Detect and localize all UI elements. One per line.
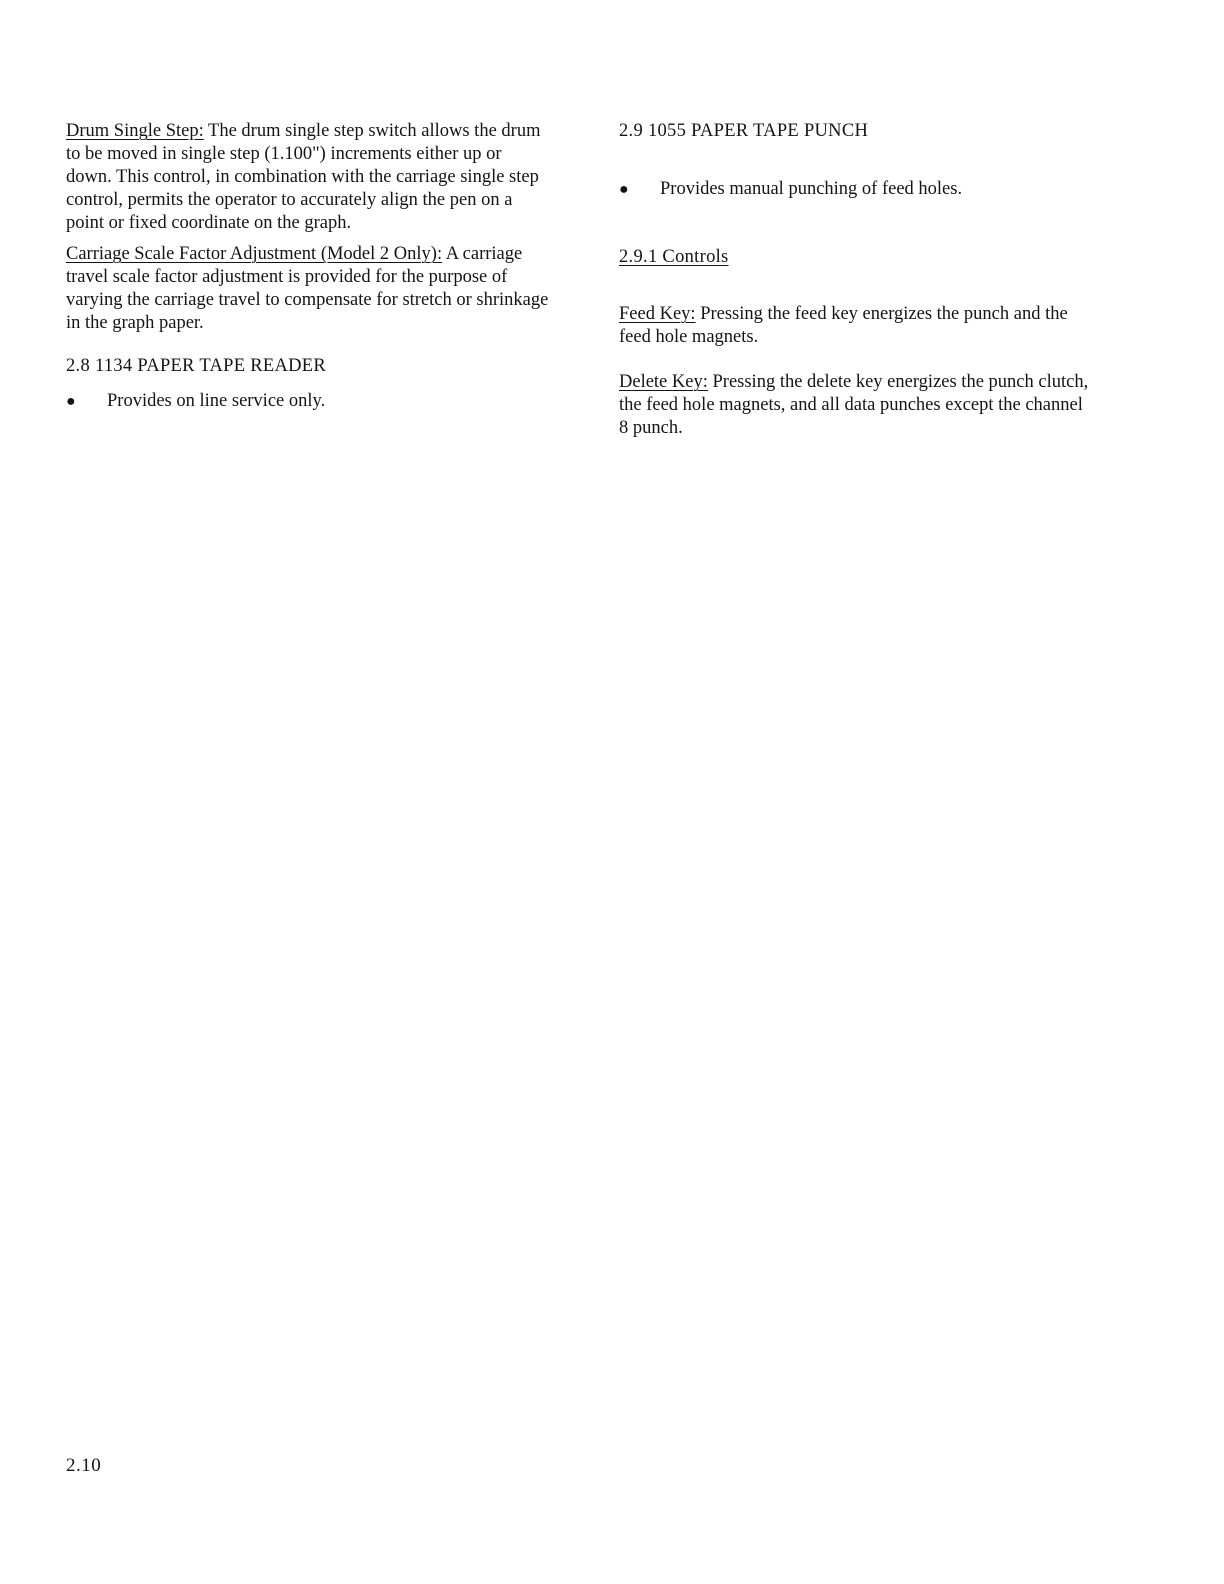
section-2-9-1-heading-text: 2.9.1 Controls [619,247,729,267]
drum-single-step-term: Drum Single Step: [66,121,204,141]
feed-key-text: Pressing the feed key energizes the punch and the feed hole magnets. [619,304,1068,347]
section-2-9-bullet-text: Provides manual punching of feed holes. [660,179,963,199]
section-2-8-bullet [66,390,551,413]
right-column [619,118,1089,440]
drum-single-step-text: The drum single step switch allows the drum to be moved in single step (1.100") increments either up or down. This control, in combination with the carriage single step control, permits the operator to accurately align the pen on a point or fixed coordinate on the graph. [66,121,541,233]
feed-key-term: Feed Key: [619,304,696,324]
carriage-scale-text: A carriage travel scale factor adjustment is provided for the purpose of varying the carriage travel to compensate for stretch or shrinkage in the graph paper. [66,244,549,333]
carriage-scale-paragraph [66,243,551,335]
drum-single-step-paragraph [66,120,551,235]
left-column [66,118,551,413]
section-2-9-bullet [619,178,1089,201]
section-2-9-1-heading [619,246,1089,269]
carriage-scale-term: Carriage Scale Factor Adjustment (Model 2 Only): [66,244,443,264]
bullet-icon: ● [66,393,76,410]
page-number: 2.10 [66,1455,102,1476]
bullet-icon: ● [619,181,629,198]
feed-key-paragraph [619,303,1089,349]
section-2-8-heading: 2.8 1134 PAPER TAPE READER [66,356,327,376]
delete-key-term: Delete Key: [619,372,708,392]
delete-key-text: Pressing the delete key energizes the punch clutch, the feed hole magnets, and all data punches except the channel 8 punch. [619,372,1089,438]
section-2-9-heading: 2.9 1055 PAPER TAPE PUNCH [619,121,869,141]
delete-key-paragraph [619,371,1089,440]
section-2-8-bullet-text: Provides on line service only. [107,391,326,411]
